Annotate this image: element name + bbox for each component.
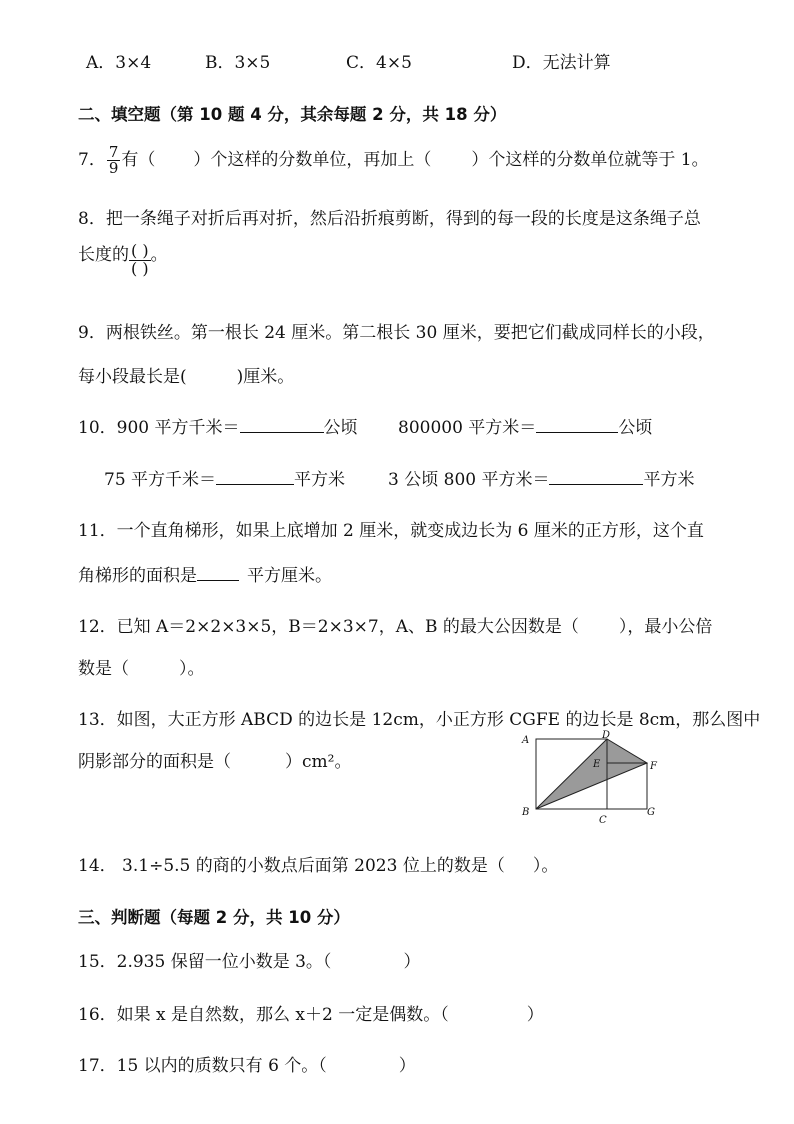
option-b: B．3×5 (205, 53, 271, 73)
fraction-blank: $\frac{( )}{( )}$ (131, 241, 149, 278)
question-16: 16．如果 x 是自然数，那么 x＋2 一定是偶数。（ ） (78, 1005, 544, 1025)
option-d: D．无法计算 (512, 53, 611, 73)
label-c: C (599, 815, 607, 826)
label-a: A (522, 735, 530, 746)
question-10-row2-left: 75 平方千米＝ 平方米 (104, 470, 346, 490)
label-d: D (602, 730, 611, 741)
question-11-line1: 11．一个直角梯形，如果上底增加 2 厘米，就变成边长为 6 厘米的正方形，这个直 (78, 521, 704, 541)
question-11-line2: 角梯形的面积是 平方厘米。 (78, 566, 332, 586)
option-c: C．4×5 (346, 53, 412, 73)
fraction-seven-ninths: $\frac{7}{9}$ (108, 143, 119, 177)
option-a: A．3×4 (86, 53, 152, 73)
question-10-row2-right: 3 公顷 800 平方米＝ 平方米 (388, 470, 695, 490)
question-8-line1: 8．把一条绳子对折后再对折，然后沿折痕剪断，得到的每一段的长度是这条绳子总 (78, 209, 701, 229)
question-9-line2: 每小段最长是( )厘米。 (78, 367, 295, 387)
shaded-triangle (536, 739, 647, 809)
question-8-line2: 长度的 $\frac{( )}{( )}$ 。 (78, 241, 168, 278)
squares-figure (516, 730, 666, 826)
question-13-line1: 13．如图，大正方形 ABCD 的边长是 12cm，小正方形 CGFE 的边长是 8cm，那么图中 (78, 710, 761, 730)
question-13-line2: 阴影部分的面积是（ ）cm²。 (78, 752, 352, 772)
question-17: 17．15 以内的质数只有 6 个。（ ） (78, 1056, 416, 1076)
question-15: 15．2.935 保留一位小数是 3。（ ） (78, 952, 421, 972)
question-10-row1-left: 10．900 平方千米＝ 公顷 (78, 418, 358, 438)
question-10-row1-right: 800000 平方米＝ 公顷 (398, 418, 653, 438)
label-e: E (593, 759, 601, 770)
label-g: G (647, 807, 655, 818)
section-heading-judgement: 三、判断题（每题 2 分，共 10 分） (78, 908, 350, 927)
question-12-line1: 12．已知 A＝2×2×3×5，B＝2×3×7，A、B 的最大公因数是（ ），最小公倍 (78, 617, 713, 637)
section-heading-fill-blank: 二、填空题（第 10 题 4 分，其余每题 2 分，共 18 分） (78, 105, 507, 124)
question-9-line1: 9．两根铁丝。第一根长 24 厘米。第二根长 30 厘米，要把它们截成同样长的小段， (78, 323, 715, 343)
label-f: F (650, 761, 657, 772)
question-7: 7． $\frac{7}{9}$ 有（ ）个这样的分数单位，再加上（ ）个这样的分数单位就等于 1。 (78, 143, 709, 177)
question-12-line2: 数是（ ）。 (78, 659, 205, 679)
question-14: 14． 3.1÷5.5 的商的小数点后面第 2023 位上的数是（ ）。 (78, 856, 559, 876)
label-b: B (522, 807, 530, 818)
